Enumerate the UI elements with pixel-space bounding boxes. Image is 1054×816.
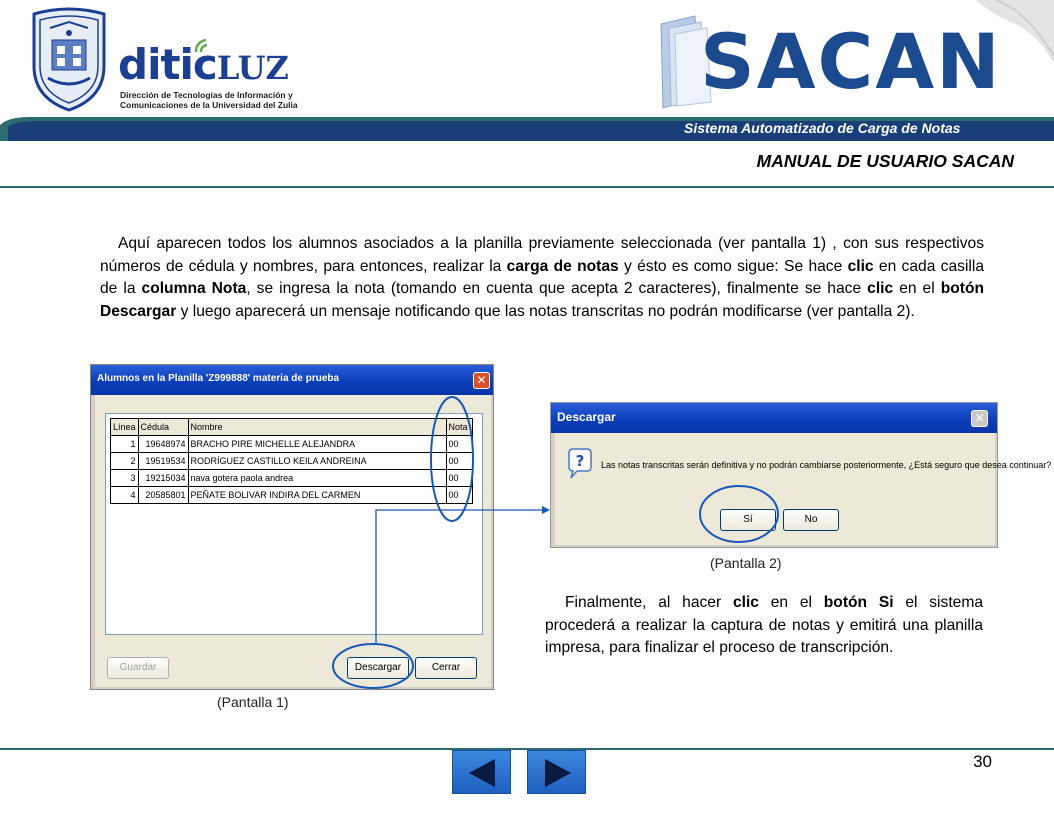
screen2-caption: (Pantalla 2) bbox=[710, 555, 782, 571]
system-tagline: Sistema Automatizado de Carga de Notas bbox=[684, 120, 961, 136]
cell-linea: 3 bbox=[111, 470, 139, 487]
guardar-button[interactable]: Guardar bbox=[107, 657, 169, 679]
triangle-right-icon bbox=[528, 751, 587, 795]
table-row bbox=[111, 470, 473, 487]
no-button[interactable]: No bbox=[783, 509, 839, 531]
dialog-titlebar bbox=[91, 365, 493, 395]
students-list-dialog bbox=[90, 364, 494, 690]
table-header-row bbox=[111, 419, 473, 436]
sacan-logo: SACAN bbox=[700, 17, 1002, 106]
cell-nombre: PEÑATE BOLIVAR INDIRA DEL CARMEN bbox=[188, 487, 446, 504]
students-grid bbox=[105, 413, 483, 635]
final-paragraph: Finalmente, al hacer clic en el botón Si el sistema procederá a realizar la captura de notas y emitirá una planilla impresa, para finalizar el proceso de transcripción. bbox=[545, 594, 983, 656]
screen1-caption: (Pantalla 1) bbox=[217, 694, 289, 710]
dialog-title: Alumnos en la Planilla 'Z999888' materia de prueba bbox=[97, 373, 340, 384]
header-divider bbox=[0, 186, 1054, 188]
page-header bbox=[0, 0, 1054, 140]
cell-cedula: 19519534 bbox=[138, 453, 188, 470]
confirm-message: Las notas transcritas serán definitiva y no podrán cambiarse posteriormente, ¿Está seguro que desea continuar? bbox=[601, 460, 1052, 470]
cell-nota-input[interactable]: 00 bbox=[446, 470, 472, 487]
cell-linea: 1 bbox=[111, 436, 139, 453]
cell-nota-input[interactable]: 00 bbox=[446, 436, 472, 453]
cell-linea: 2 bbox=[111, 453, 139, 470]
ditic-wordmark: diticLUZ bbox=[118, 40, 289, 89]
students-table bbox=[110, 418, 473, 504]
cell-linea: 4 bbox=[111, 487, 139, 504]
question-icon bbox=[567, 449, 591, 479]
arrow-head bbox=[542, 506, 550, 514]
svg-text:?: ? bbox=[575, 452, 585, 470]
close-icon[interactable]: ✕ bbox=[473, 372, 490, 389]
triangle-left-icon bbox=[453, 751, 512, 795]
dialog-body bbox=[555, 433, 1052, 545]
university-seal-icon bbox=[28, 6, 110, 112]
cell-nombre: BRACHO PIRE MICHELLE ALEJANDRA bbox=[188, 436, 446, 453]
column-header-cedula: Cédula bbox=[138, 419, 188, 436]
column-header-linea: Línea bbox=[111, 419, 139, 436]
column-header-nombre: Nombre bbox=[188, 419, 446, 436]
cell-nota-input[interactable]: 00 bbox=[446, 487, 472, 504]
table-row bbox=[111, 436, 473, 453]
ditic-caption: Dirección de Tecnologías de Información y Comunicaciones de la Universidad del Zulia bbox=[120, 90, 298, 110]
dialog-title: Descargar bbox=[557, 410, 616, 424]
dialog-body bbox=[95, 395, 491, 687]
ditic-luz-logo bbox=[118, 40, 328, 114]
signal-arcs-icon bbox=[192, 36, 218, 54]
cell-nombre: RODRÍGUEZ CASTILLO KEILA ANDREINA bbox=[188, 453, 446, 470]
cell-cedula: 20585801 bbox=[138, 487, 188, 504]
si-button[interactable]: Sí bbox=[720, 509, 776, 531]
cell-nombre: nava gotera paola andrea bbox=[188, 470, 446, 487]
dialog-titlebar bbox=[551, 403, 997, 433]
previous-page-button[interactable] bbox=[452, 750, 511, 794]
next-page-button[interactable] bbox=[527, 750, 586, 794]
cell-cedula: 19648974 bbox=[138, 436, 188, 453]
descargar-confirm-dialog bbox=[550, 402, 1052, 548]
cerrar-button[interactable]: Cerrar bbox=[415, 657, 477, 679]
intro-paragraph: Aquí aparecen todos los alumnos asociados a la planilla previamente seleccionada (ver pantalla 1) , con sus respectivos números de cédula y nombres, para entonces, realizar la carga de notas y ésto es como sigue: Se hace clic en cada casilla de la columna Nota, se ingresa la nota (tomando en cuenta que acepta 2 caracteres), finalmente se hace clic en el botón Descargar y luego aparecerá un mensaje notificando que las notas transcritas no podrán modificarse (ver pantalla 2). bbox=[100, 235, 985, 320]
cell-nota-input[interactable]: 00 bbox=[446, 453, 472, 470]
close-icon[interactable]: ✕ bbox=[971, 410, 988, 427]
column-header-nota: Nota bbox=[446, 419, 472, 436]
page-number: 30 bbox=[973, 752, 992, 771]
descargar-button[interactable]: Descargar bbox=[347, 657, 409, 679]
page-curl-decoration bbox=[976, 0, 1054, 64]
table-row bbox=[111, 487, 473, 504]
cell-cedula: 19215034 bbox=[138, 470, 188, 487]
table-row bbox=[111, 453, 473, 470]
document-title: MANUAL DE USUARIO SACAN bbox=[756, 151, 1014, 171]
